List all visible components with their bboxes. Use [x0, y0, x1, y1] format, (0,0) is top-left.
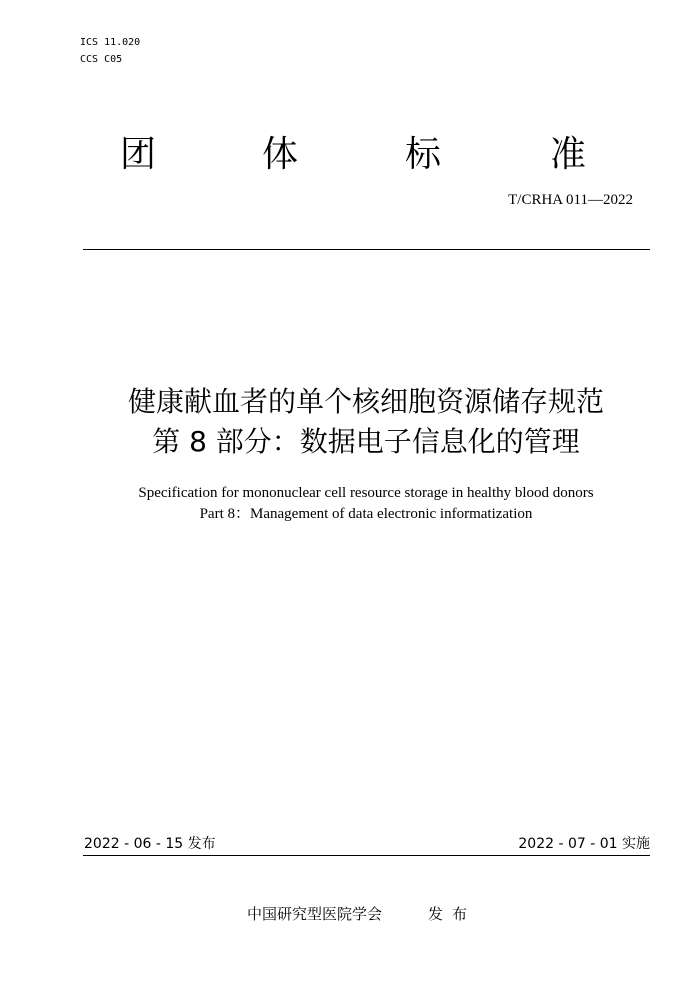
- publisher-line: [0, 903, 700, 925]
- standard-type-char-2: 体: [262, 134, 299, 175]
- standard-type-heading: [0, 130, 700, 180]
- header-divider: [83, 249, 650, 250]
- issue-date: 2022 - 06 - 15 发布: [84, 836, 216, 852]
- ccs-value: C05: [104, 54, 123, 65]
- standard-type-char-4: 准: [550, 134, 587, 175]
- english-title-line-1: Specification for mononuclear cell resource storage in healthy blood donors: [138, 485, 594, 501]
- chinese-title-line-1: 健康献血者的单个核细胞资源储存规范: [127, 385, 604, 418]
- english-title: [0, 483, 700, 525]
- implementation-date: 2022 - 07 - 01 实施: [518, 836, 650, 852]
- ics-label: ICS: [80, 37, 99, 48]
- standard-number: T/CRHA 011—2022: [508, 192, 633, 208]
- date-divider: [83, 855, 650, 856]
- chinese-title-line-2: 第 8 部分：数据电子信息化的管理: [152, 425, 580, 458]
- publisher-action: 发布: [428, 905, 477, 923]
- publisher-organization: 中国研究型医院学会: [247, 905, 383, 923]
- ics-code: [80, 34, 140, 51]
- ics-value: 11.020: [104, 37, 141, 48]
- classification-codes: [80, 34, 140, 68]
- standard-type-char-3: 标: [405, 134, 442, 175]
- ccs-label: CCS: [80, 54, 99, 65]
- ccs-code: [80, 51, 140, 68]
- standard-type-char-1: 团: [120, 134, 157, 175]
- english-title-line-2: Part 8：Management of data electronic informatization: [199, 506, 533, 522]
- chinese-title: [0, 382, 700, 462]
